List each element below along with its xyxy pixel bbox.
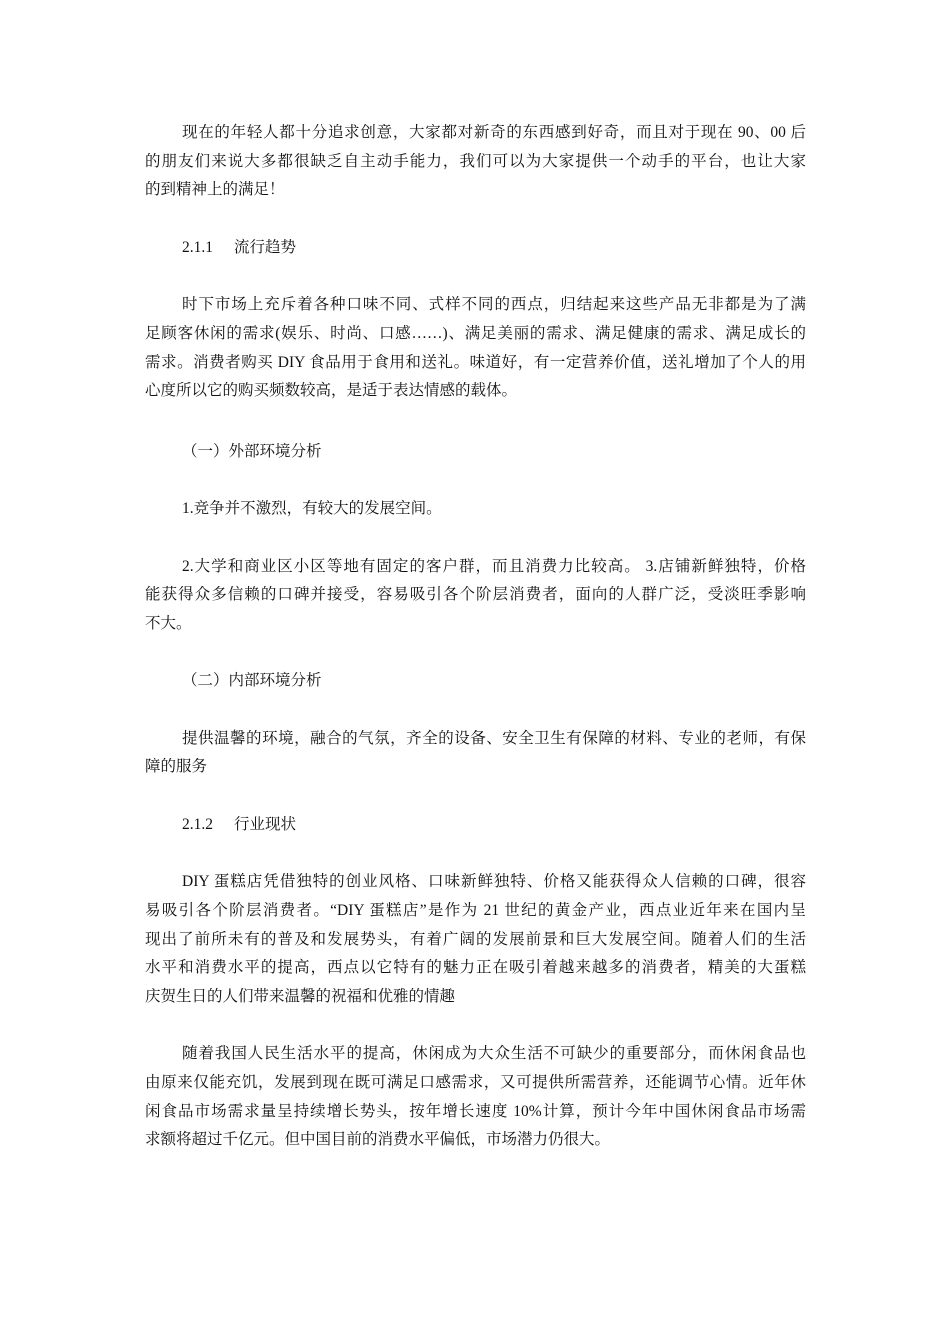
paragraph bbox=[145, 438, 806, 467]
paragraph bbox=[145, 553, 806, 639]
paragraph bbox=[145, 291, 806, 406]
text-line: 现出了前所未有的普及和发展势头，有着广阔的发展前景和巨大发展空间。随着人们的生活 bbox=[145, 930, 806, 948]
text-line: 的到精神上的满足！ bbox=[145, 181, 285, 199]
text-line: 闲食品市场需求量呈持续增长势头，按年增长速度 10%计算，预计今年中国休闲食品市场需 bbox=[145, 1102, 806, 1120]
heading-number: 2.1.2 bbox=[182, 815, 213, 833]
heading-title: 流行趋势 bbox=[234, 238, 297, 256]
paragraph bbox=[145, 725, 806, 782]
paragraph bbox=[145, 667, 806, 696]
paragraph bbox=[145, 1040, 806, 1155]
text-line: 障的服务 bbox=[145, 758, 208, 776]
paragraph bbox=[145, 868, 806, 1011]
text-line: （一）外部环境分析 bbox=[182, 442, 322, 460]
text-line: 需求。消费者购买 DIY 食品用于食用和送礼。味道好，有一定营养价值，送礼增加了个人的用 bbox=[145, 353, 806, 371]
text-line: 时下市场上充斥着各种口味不同、式样不同的西点，归结起来这些产品无非都是为了满 bbox=[182, 296, 806, 314]
text-line: 随着我国人民生活水平的提高，休闲成为大众生活不可缺少的重要部分，而休闲食品也 bbox=[182, 1045, 806, 1063]
text-line: 心度所以它的购买频数较高，是适于表达情感的载体。 bbox=[145, 382, 518, 400]
text-line: 现在的年轻人都十分追求创意，大家都对新奇的东西感到好奇，而且对于现在 90、00 后 bbox=[182, 124, 806, 141]
heading-line bbox=[145, 234, 806, 263]
paragraph bbox=[145, 495, 806, 524]
text-line: 由原来仅能充饥，发展到现在既可满足口感需求，又可提供所需营养，还能调节心情。近年休 bbox=[145, 1074, 806, 1091]
text-line: 的朋友们来说大多都很缺乏自主动手能力，我们可以为大家提供一个动手的平台，也让大家 bbox=[145, 152, 806, 170]
text-line: DIY 蛋糕店凭借独特的创业风格、口味新鲜独特、价格又能获得众人信赖的口碑，很容 bbox=[182, 873, 806, 891]
text-line: 1.竞争并不激烈，有较大的发展空间。 bbox=[182, 500, 442, 518]
text-line: 2.大学和商业区小区等地有固定的客户群，而且消费力比较高。 3.店铺新鲜独特，价格 bbox=[182, 557, 806, 575]
section-heading bbox=[145, 811, 806, 840]
text-line: 能获得众多信赖的口碑并接受，容易吸引各个阶层消费者，面向的人群广泛，受淡旺季影响 bbox=[145, 586, 806, 604]
text-line: 水平和消费水平的提高，西点以它特有的魅力正在吸引着越来越多的消费者，精美的大蛋糕 bbox=[145, 959, 806, 977]
text-line: 求额将超过千亿元。但中国目前的消费水平偏低，市场潜力仍很大。 bbox=[145, 1131, 611, 1149]
heading-title: 行业现状 bbox=[234, 815, 297, 833]
section-heading bbox=[145, 234, 806, 263]
text-line: （二）内部环境分析 bbox=[182, 672, 322, 690]
paragraph bbox=[145, 119, 806, 205]
text-line: 易吸引各个阶层消费者。“DIY 蛋糕店”是作为 21 世纪的黄金产业，西点业近年来在国内呈 bbox=[145, 901, 806, 919]
heading-line bbox=[145, 811, 806, 840]
text-line: 足顾客休闲的需求(娱乐、时尚、口感……)、满足美丽的需求、满足健康的需求、满足成长的 bbox=[145, 324, 806, 342]
text-line: 不大。 bbox=[145, 615, 192, 632]
heading-number: 2.1.1 bbox=[182, 238, 213, 256]
document-page bbox=[145, 119, 806, 1184]
text-line: 庆贺生日的人们带来温馨的祝福和优雅的情趣 bbox=[145, 987, 456, 1005]
text-line: 提供温馨的环境，融合的气氛，齐全的设备、安全卫生有保障的材料、专业的老师，有保 bbox=[182, 729, 806, 747]
